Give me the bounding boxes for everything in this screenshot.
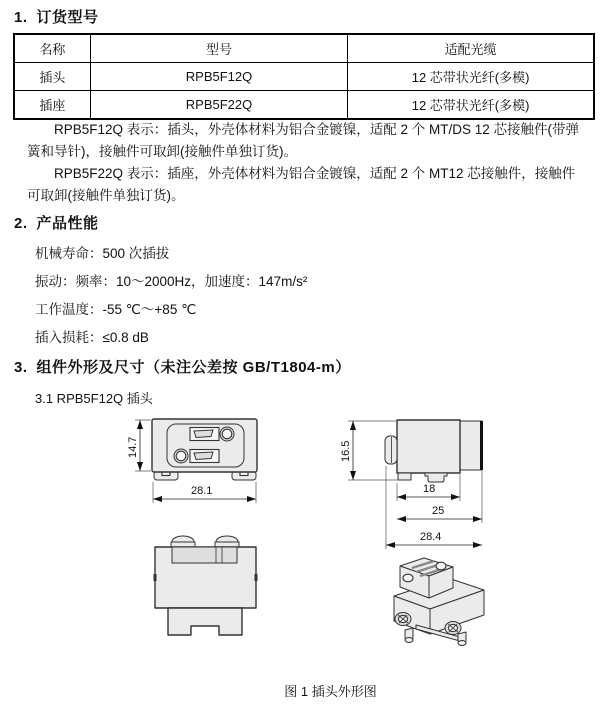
col-header-cable: 适配光缆 xyxy=(348,34,594,63)
perf-vibration: 振动：频率：10～2000Hz，加速度：147m/s² xyxy=(35,274,308,289)
cell-model: RPB5F22Q xyxy=(90,91,347,120)
table-header-row xyxy=(14,34,594,63)
front-view-drawing xyxy=(127,419,257,503)
perf-insertion-loss: 插入损耗：≤0.8 dB xyxy=(35,330,149,345)
table-row xyxy=(14,91,594,120)
paragraph-plug-description: RPB5F12Q 表示：插头，外壳体材料为铝合金镀镍，适配 2 个 MT/DS 12 芯接触件(带弹簧和导针)，接触件可取卸(接触件单独订货)。 xyxy=(27,122,580,159)
top-view-drawing xyxy=(154,536,258,635)
cell-name: 插座 xyxy=(14,91,90,120)
dim-label-side-height: 16.5 xyxy=(340,440,352,462)
perf-operating-temperature: 工作温度：-55 ℃～+85 ℃ xyxy=(35,302,197,317)
paragraph-socket-description: RPB5F22Q 表示：插座，外壳体材料为铝合金镀镍，适配 2 个 MT12 芯接触件，接触件可取卸(接触件单独订货)。 xyxy=(27,166,576,203)
dim-label-side-18: 18 xyxy=(423,483,436,495)
col-header-model: 型号 xyxy=(90,34,347,63)
section-2-heading xyxy=(14,212,99,233)
section-3-title: 组件外形及尺寸（未注公差按 GB/T1804-m） xyxy=(36,359,351,376)
figure-drawings xyxy=(0,408,603,676)
isometric-view-drawing xyxy=(394,558,484,645)
dim-label-side-28-4: 28.4 xyxy=(420,531,442,543)
dim-label-front-width: 28.1 xyxy=(191,485,213,497)
section-3-heading xyxy=(14,356,351,377)
dim-label-side-25: 25 xyxy=(432,505,445,517)
section-2-title: 产品性能 xyxy=(36,215,99,232)
figure-caption: 图 1 插头外形图 xyxy=(284,684,377,699)
cell-cable: 12 芯带状光纤(多模) xyxy=(348,91,594,120)
ordering-model-table xyxy=(13,33,595,120)
dim-label-front-height: 14.7 xyxy=(127,436,139,458)
section-2-number: 2. xyxy=(14,215,28,232)
section-1-number: 1. xyxy=(14,9,28,26)
col-header-name: 名称 xyxy=(14,34,90,63)
section-1-title: 订货型号 xyxy=(36,9,99,26)
cell-cable: 12 芯带状光纤(多模) xyxy=(348,63,594,91)
side-view-drawing xyxy=(340,420,482,549)
table-row xyxy=(14,63,594,91)
perf-mechanical-life: 机械寿命：500 次插拔 xyxy=(35,246,170,261)
description-paragraphs xyxy=(27,119,587,207)
cell-model: RPB5F12Q xyxy=(90,63,347,91)
cell-name: 插头 xyxy=(14,63,90,91)
performance-list xyxy=(35,246,307,358)
section-1-heading xyxy=(14,6,99,27)
subsection-3-1-heading: 3.1 RPB5F12Q 插头 xyxy=(35,391,153,406)
section-3-number: 3. xyxy=(14,359,28,376)
